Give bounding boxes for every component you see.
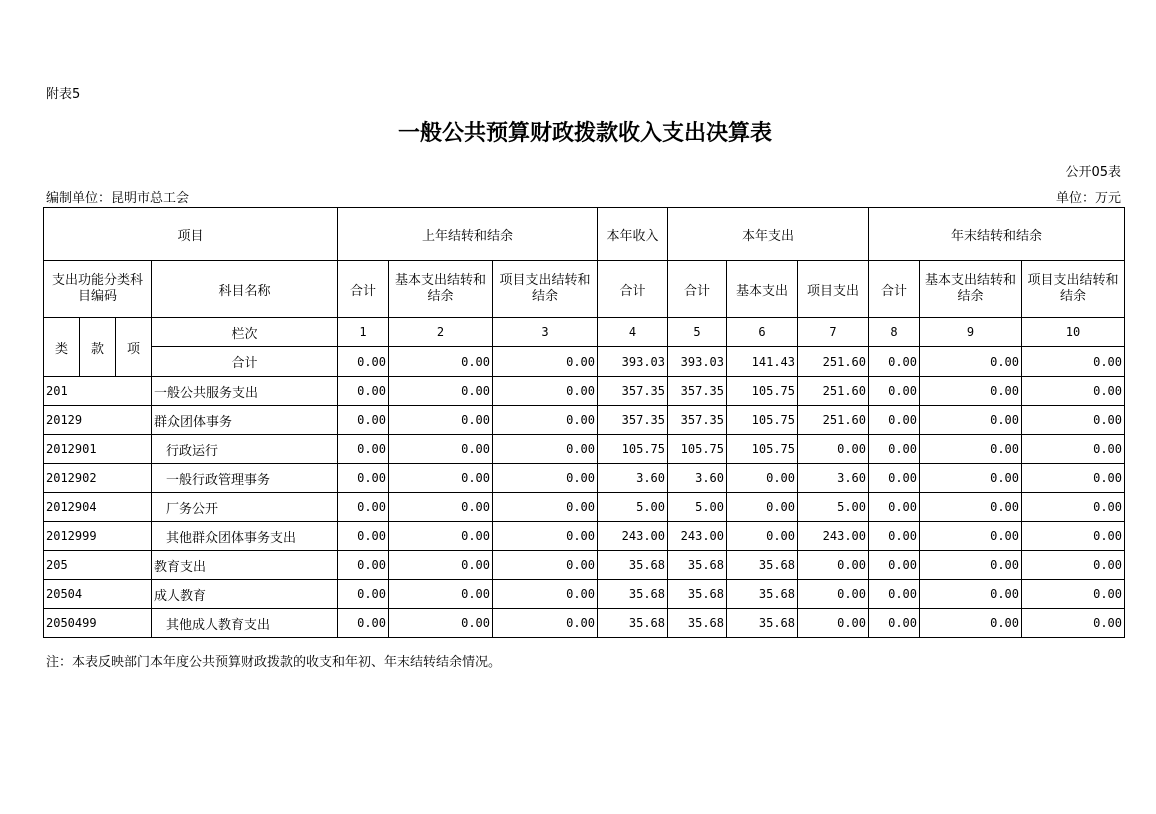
table-row <box>44 406 1125 435</box>
table-row <box>44 580 1125 609</box>
table-row <box>44 522 1125 551</box>
amount-cell: 0.00 <box>869 377 920 406</box>
amount-cell: 0.00 <box>338 609 389 638</box>
amount-cell: 105.75 <box>598 435 668 464</box>
amount-cell: 0.00 <box>1022 551 1125 580</box>
header-end-project: 项目支出结转和结余 <box>1022 261 1125 318</box>
grand-total-value: 0.00 <box>1022 347 1125 377</box>
grand-total-value: 0.00 <box>389 347 493 377</box>
amount-cell: 0.00 <box>493 464 598 493</box>
amount-cell: 0.00 <box>1022 609 1125 638</box>
subject-code: 201 <box>44 377 152 406</box>
amount-cell: 0.00 <box>869 522 920 551</box>
grand-total-row <box>44 347 1125 377</box>
amount-cell: 0.00 <box>798 551 869 580</box>
amount-cell: 0.00 <box>389 377 493 406</box>
table-row <box>44 435 1125 464</box>
amount-cell: 0.00 <box>869 406 920 435</box>
amount-cell: 0.00 <box>1022 435 1125 464</box>
amount-cell: 5.00 <box>598 493 668 522</box>
header-row-1 <box>44 208 1125 261</box>
amount-cell: 0.00 <box>493 580 598 609</box>
column-index-row <box>44 318 1125 347</box>
amount-cell: 0.00 <box>1022 580 1125 609</box>
header-cat-xiang: 项 <box>116 318 152 377</box>
amount-cell: 0.00 <box>493 377 598 406</box>
subject-code: 20504 <box>44 580 152 609</box>
amount-cell: 0.00 <box>798 435 869 464</box>
report-title: 一般公共预算财政拨款收入支出决算表 <box>397 120 772 146</box>
amount-cell: 0.00 <box>869 493 920 522</box>
amount-cell: 0.00 <box>389 435 493 464</box>
grand-total-value: 393.03 <box>598 347 668 377</box>
amount-cell: 0.00 <box>869 609 920 638</box>
amount-cell: 105.75 <box>668 435 727 464</box>
amount-cell: 357.35 <box>668 377 727 406</box>
amount-cell: 0.00 <box>869 435 920 464</box>
subject-code: 2012901 <box>44 435 152 464</box>
amount-cell: 35.68 <box>727 551 798 580</box>
amount-cell: 0.00 <box>338 551 389 580</box>
header-year-end-balance: 年末结转和结余 <box>869 208 1125 261</box>
amount-cell: 357.35 <box>598 377 668 406</box>
table-row <box>44 609 1125 638</box>
amount-cell: 251.60 <box>798 406 869 435</box>
header-current-expense: 本年支出 <box>668 208 869 261</box>
org-label: 编制单位：昆明市总工会 <box>46 191 190 206</box>
table-row <box>44 551 1125 580</box>
amount-cell: 0.00 <box>1022 377 1125 406</box>
grand-total-label: 合计 <box>152 347 338 377</box>
amount-cell: 0.00 <box>869 464 920 493</box>
header-subject-name: 科目名称 <box>152 261 338 318</box>
subject-name: 其他群众团体事务支出 <box>152 522 338 551</box>
amount-cell: 0.00 <box>493 435 598 464</box>
amount-cell: 0.00 <box>1022 522 1125 551</box>
amount-cell: 0.00 <box>920 377 1022 406</box>
amount-cell: 35.68 <box>668 609 727 638</box>
grand-total-value: 0.00 <box>920 347 1022 377</box>
amount-cell: 0.00 <box>338 435 389 464</box>
amount-cell: 0.00 <box>1022 493 1125 522</box>
col-number: 2 <box>389 318 493 347</box>
footnote: 注：本表反映部门本年度公共预算财政拨款的收支和年初、年末结转结余情况。 <box>46 655 502 670</box>
subject-code: 205 <box>44 551 152 580</box>
amount-cell: 3.60 <box>668 464 727 493</box>
amount-cell: 105.75 <box>727 377 798 406</box>
subject-code: 2050499 <box>44 609 152 638</box>
header-current-income: 本年收入 <box>598 208 668 261</box>
amount-cell: 0.00 <box>493 493 598 522</box>
budget-table <box>43 207 1125 638</box>
unit-label: 单位：万元 <box>1055 191 1121 206</box>
table-row <box>44 377 1125 406</box>
amount-cell: 357.35 <box>598 406 668 435</box>
header-prev-basic: 基本支出结转和结余 <box>389 261 493 318</box>
amount-cell: 0.00 <box>920 406 1022 435</box>
amount-cell: 0.00 <box>920 464 1022 493</box>
amount-cell: 105.75 <box>727 406 798 435</box>
header-project: 项目 <box>44 208 338 261</box>
header-cat-lei: 类 <box>44 318 80 377</box>
grand-total-value: 0.00 <box>338 347 389 377</box>
table-row <box>44 464 1125 493</box>
header-prev-balance: 上年结转和结余 <box>338 208 598 261</box>
amount-cell: 5.00 <box>668 493 727 522</box>
amount-cell: 35.68 <box>668 580 727 609</box>
header-expense-total: 合计 <box>668 261 727 318</box>
header-end-total: 合计 <box>869 261 920 318</box>
subject-name: 教育支出 <box>152 551 338 580</box>
subject-code: 2012902 <box>44 464 152 493</box>
header-basic-expense: 基本支出 <box>727 261 798 318</box>
subject-code: 2012904 <box>44 493 152 522</box>
amount-cell: 35.68 <box>727 609 798 638</box>
amount-cell: 0.00 <box>1022 464 1125 493</box>
amount-cell: 0.00 <box>338 377 389 406</box>
grand-total-value: 0.00 <box>493 347 598 377</box>
header-income-total: 合计 <box>598 261 668 318</box>
amount-cell: 0.00 <box>920 609 1022 638</box>
amount-cell: 0.00 <box>869 551 920 580</box>
amount-cell: 0.00 <box>493 609 598 638</box>
header-column-index: 栏次 <box>152 318 338 347</box>
amount-cell: 0.00 <box>869 580 920 609</box>
grand-total-value: 393.03 <box>668 347 727 377</box>
attachment-label: 附表5 <box>46 87 81 102</box>
amount-cell: 0.00 <box>920 522 1022 551</box>
amount-cell: 35.68 <box>598 609 668 638</box>
col-number: 8 <box>869 318 920 347</box>
amount-cell: 0.00 <box>798 609 869 638</box>
amount-cell: 0.00 <box>389 522 493 551</box>
amount-cell: 3.60 <box>798 464 869 493</box>
col-number: 9 <box>920 318 1022 347</box>
header-prev-project: 项目支出结转和结余 <box>493 261 598 318</box>
amount-cell: 35.68 <box>598 551 668 580</box>
amount-cell: 0.00 <box>389 551 493 580</box>
amount-cell: 243.00 <box>598 522 668 551</box>
amount-cell: 243.00 <box>668 522 727 551</box>
subject-name: 一般行政管理事务 <box>152 464 338 493</box>
col-number: 5 <box>668 318 727 347</box>
amount-cell: 0.00 <box>493 522 598 551</box>
amount-cell: 0.00 <box>727 493 798 522</box>
form-code: 公开05表 <box>1065 165 1121 180</box>
amount-cell: 0.00 <box>389 406 493 435</box>
amount-cell: 357.35 <box>668 406 727 435</box>
col-number: 7 <box>798 318 869 347</box>
subject-code: 20129 <box>44 406 152 435</box>
subject-name: 群众团体事务 <box>152 406 338 435</box>
table-row <box>44 493 1125 522</box>
amount-cell: 0.00 <box>389 493 493 522</box>
header-prev-total: 合计 <box>338 261 389 318</box>
amount-cell: 0.00 <box>338 406 389 435</box>
amount-cell: 0.00 <box>798 580 869 609</box>
amount-cell: 0.00 <box>1022 406 1125 435</box>
amount-cell: 251.60 <box>798 377 869 406</box>
amount-cell: 0.00 <box>727 464 798 493</box>
header-func-code: 支出功能分类科目编码 <box>44 261 152 318</box>
amount-cell: 0.00 <box>920 435 1022 464</box>
amount-cell: 35.68 <box>598 580 668 609</box>
amount-cell: 0.00 <box>727 522 798 551</box>
amount-cell: 0.00 <box>920 580 1022 609</box>
col-number: 3 <box>493 318 598 347</box>
subject-name: 一般公共服务支出 <box>152 377 338 406</box>
col-number: 10 <box>1022 318 1125 347</box>
col-number: 4 <box>598 318 668 347</box>
subject-name: 行政运行 <box>152 435 338 464</box>
header-row-2 <box>44 261 1125 318</box>
amount-cell: 243.00 <box>798 522 869 551</box>
amount-cell: 35.68 <box>727 580 798 609</box>
amount-cell: 0.00 <box>338 464 389 493</box>
grand-total-value: 0.00 <box>869 347 920 377</box>
subject-name: 厂务公开 <box>152 493 338 522</box>
col-number: 1 <box>338 318 389 347</box>
amount-cell: 0.00 <box>920 551 1022 580</box>
amount-cell: 5.00 <box>798 493 869 522</box>
amount-cell: 35.68 <box>668 551 727 580</box>
amount-cell: 0.00 <box>920 493 1022 522</box>
col-number: 6 <box>727 318 798 347</box>
amount-cell: 105.75 <box>727 435 798 464</box>
header-project-expense: 项目支出 <box>798 261 869 318</box>
amount-cell: 0.00 <box>389 464 493 493</box>
amount-cell: 3.60 <box>598 464 668 493</box>
grand-total-value: 141.43 <box>727 347 798 377</box>
amount-cell: 0.00 <box>493 406 598 435</box>
header-cat-kuan: 款 <box>80 318 116 377</box>
amount-cell: 0.00 <box>338 493 389 522</box>
subject-name: 其他成人教育支出 <box>152 609 338 638</box>
grand-total-value: 251.60 <box>798 347 869 377</box>
header-end-basic: 基本支出结转和结余 <box>920 261 1022 318</box>
subject-name: 成人教育 <box>152 580 338 609</box>
amount-cell: 0.00 <box>389 609 493 638</box>
amount-cell: 0.00 <box>338 522 389 551</box>
amount-cell: 0.00 <box>389 580 493 609</box>
amount-cell: 0.00 <box>493 551 598 580</box>
amount-cell: 0.00 <box>338 580 389 609</box>
subject-code: 2012999 <box>44 522 152 551</box>
